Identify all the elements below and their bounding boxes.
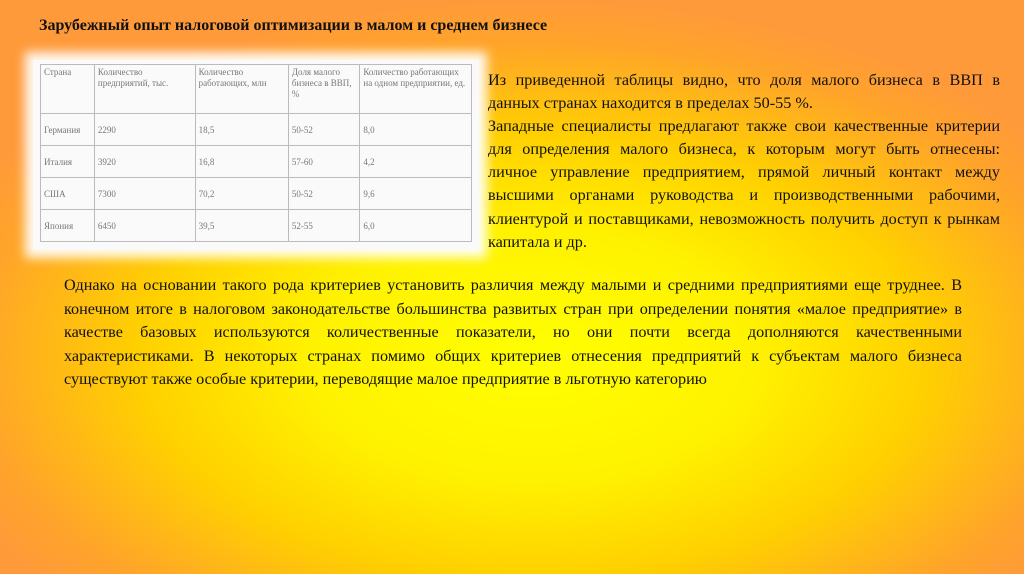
- table-cell: 6,0: [360, 210, 472, 242]
- table-cell: 18,5: [195, 114, 288, 146]
- table-cell: 6450: [94, 210, 195, 242]
- bottom-text-paragraph: Однако на основании такого рода критериев установить различия между малыми и средними предприятиями еще труднее. В конечном итоге в налоговом законодательстве большинства развитых стран при определении понятия «малое предприятие» в качестве базовых используются количественные показатели, но они почти всегда дополняются качественными характеристиками. В некоторых странах помимо общих критериев отнесения предприятий к субъектам малого бизнеса существуют также особые критерии, переводящие малое предприятие в льготную категорию: [64, 276, 962, 388]
- table-cell: 50-52: [288, 114, 359, 146]
- table-cell: 8,0: [360, 114, 472, 146]
- table-header-row: [41, 65, 472, 114]
- table-cell: 52-55: [288, 210, 359, 242]
- table-cell: США: [41, 178, 95, 210]
- table-conclusion-paragraph: Из приведенной таблицы видно, что доля малого бизнеса в ВВП в данных странах находится в пределах 50-55 %.: [488, 71, 1000, 113]
- slide-title: Зарубежный опыт налоговой оптимизации в малом и среднем бизнесе: [39, 17, 548, 34]
- table-row: [41, 178, 472, 210]
- qualitative-criteria-paragraph: Западные специалисты предлагают также свои качественные критерии для определения малого бизнеса, к которым могут быть отнесены: личное управление предприятием, прямой личный контакт между высшими органами руководства и производственными рабочими, клиентурой и поставщиками, невозможность получить доступ к рынкам капитала и др.: [488, 117, 1000, 251]
- table-cell: 7300: [94, 178, 195, 210]
- table-cell: 4,2: [360, 146, 472, 178]
- statistics-table: [40, 64, 472, 242]
- table-cell: 39,5: [195, 210, 288, 242]
- table-cell: 16,8: [195, 146, 288, 178]
- table-row: [41, 114, 472, 146]
- header-country: Страна: [41, 65, 95, 114]
- table-row: [41, 146, 472, 178]
- table-cell: 2290: [94, 114, 195, 146]
- table-cell: 70,2: [195, 178, 288, 210]
- table-cell: 9,6: [360, 178, 472, 210]
- table-cell: 57-60: [288, 146, 359, 178]
- header-employees-per-enterprise: Количество работающих на одном предприятии, ед.: [360, 65, 472, 114]
- table-cell: 50-52: [288, 178, 359, 210]
- table-row: [41, 210, 472, 242]
- right-text-block: [488, 69, 1000, 254]
- table-cell: Италия: [41, 146, 95, 178]
- table-cell: 3920: [94, 146, 195, 178]
- header-employees: Количество работающих, млн: [195, 65, 288, 114]
- header-gdp-share: Доля малого бизнеса в ВВП, %: [288, 65, 359, 114]
- header-enterprises: Количество предприятий, тыс.: [94, 65, 195, 114]
- statistics-table-image: [33, 60, 479, 250]
- table-cell: Германия: [41, 114, 95, 146]
- table-cell: Япония: [41, 210, 95, 242]
